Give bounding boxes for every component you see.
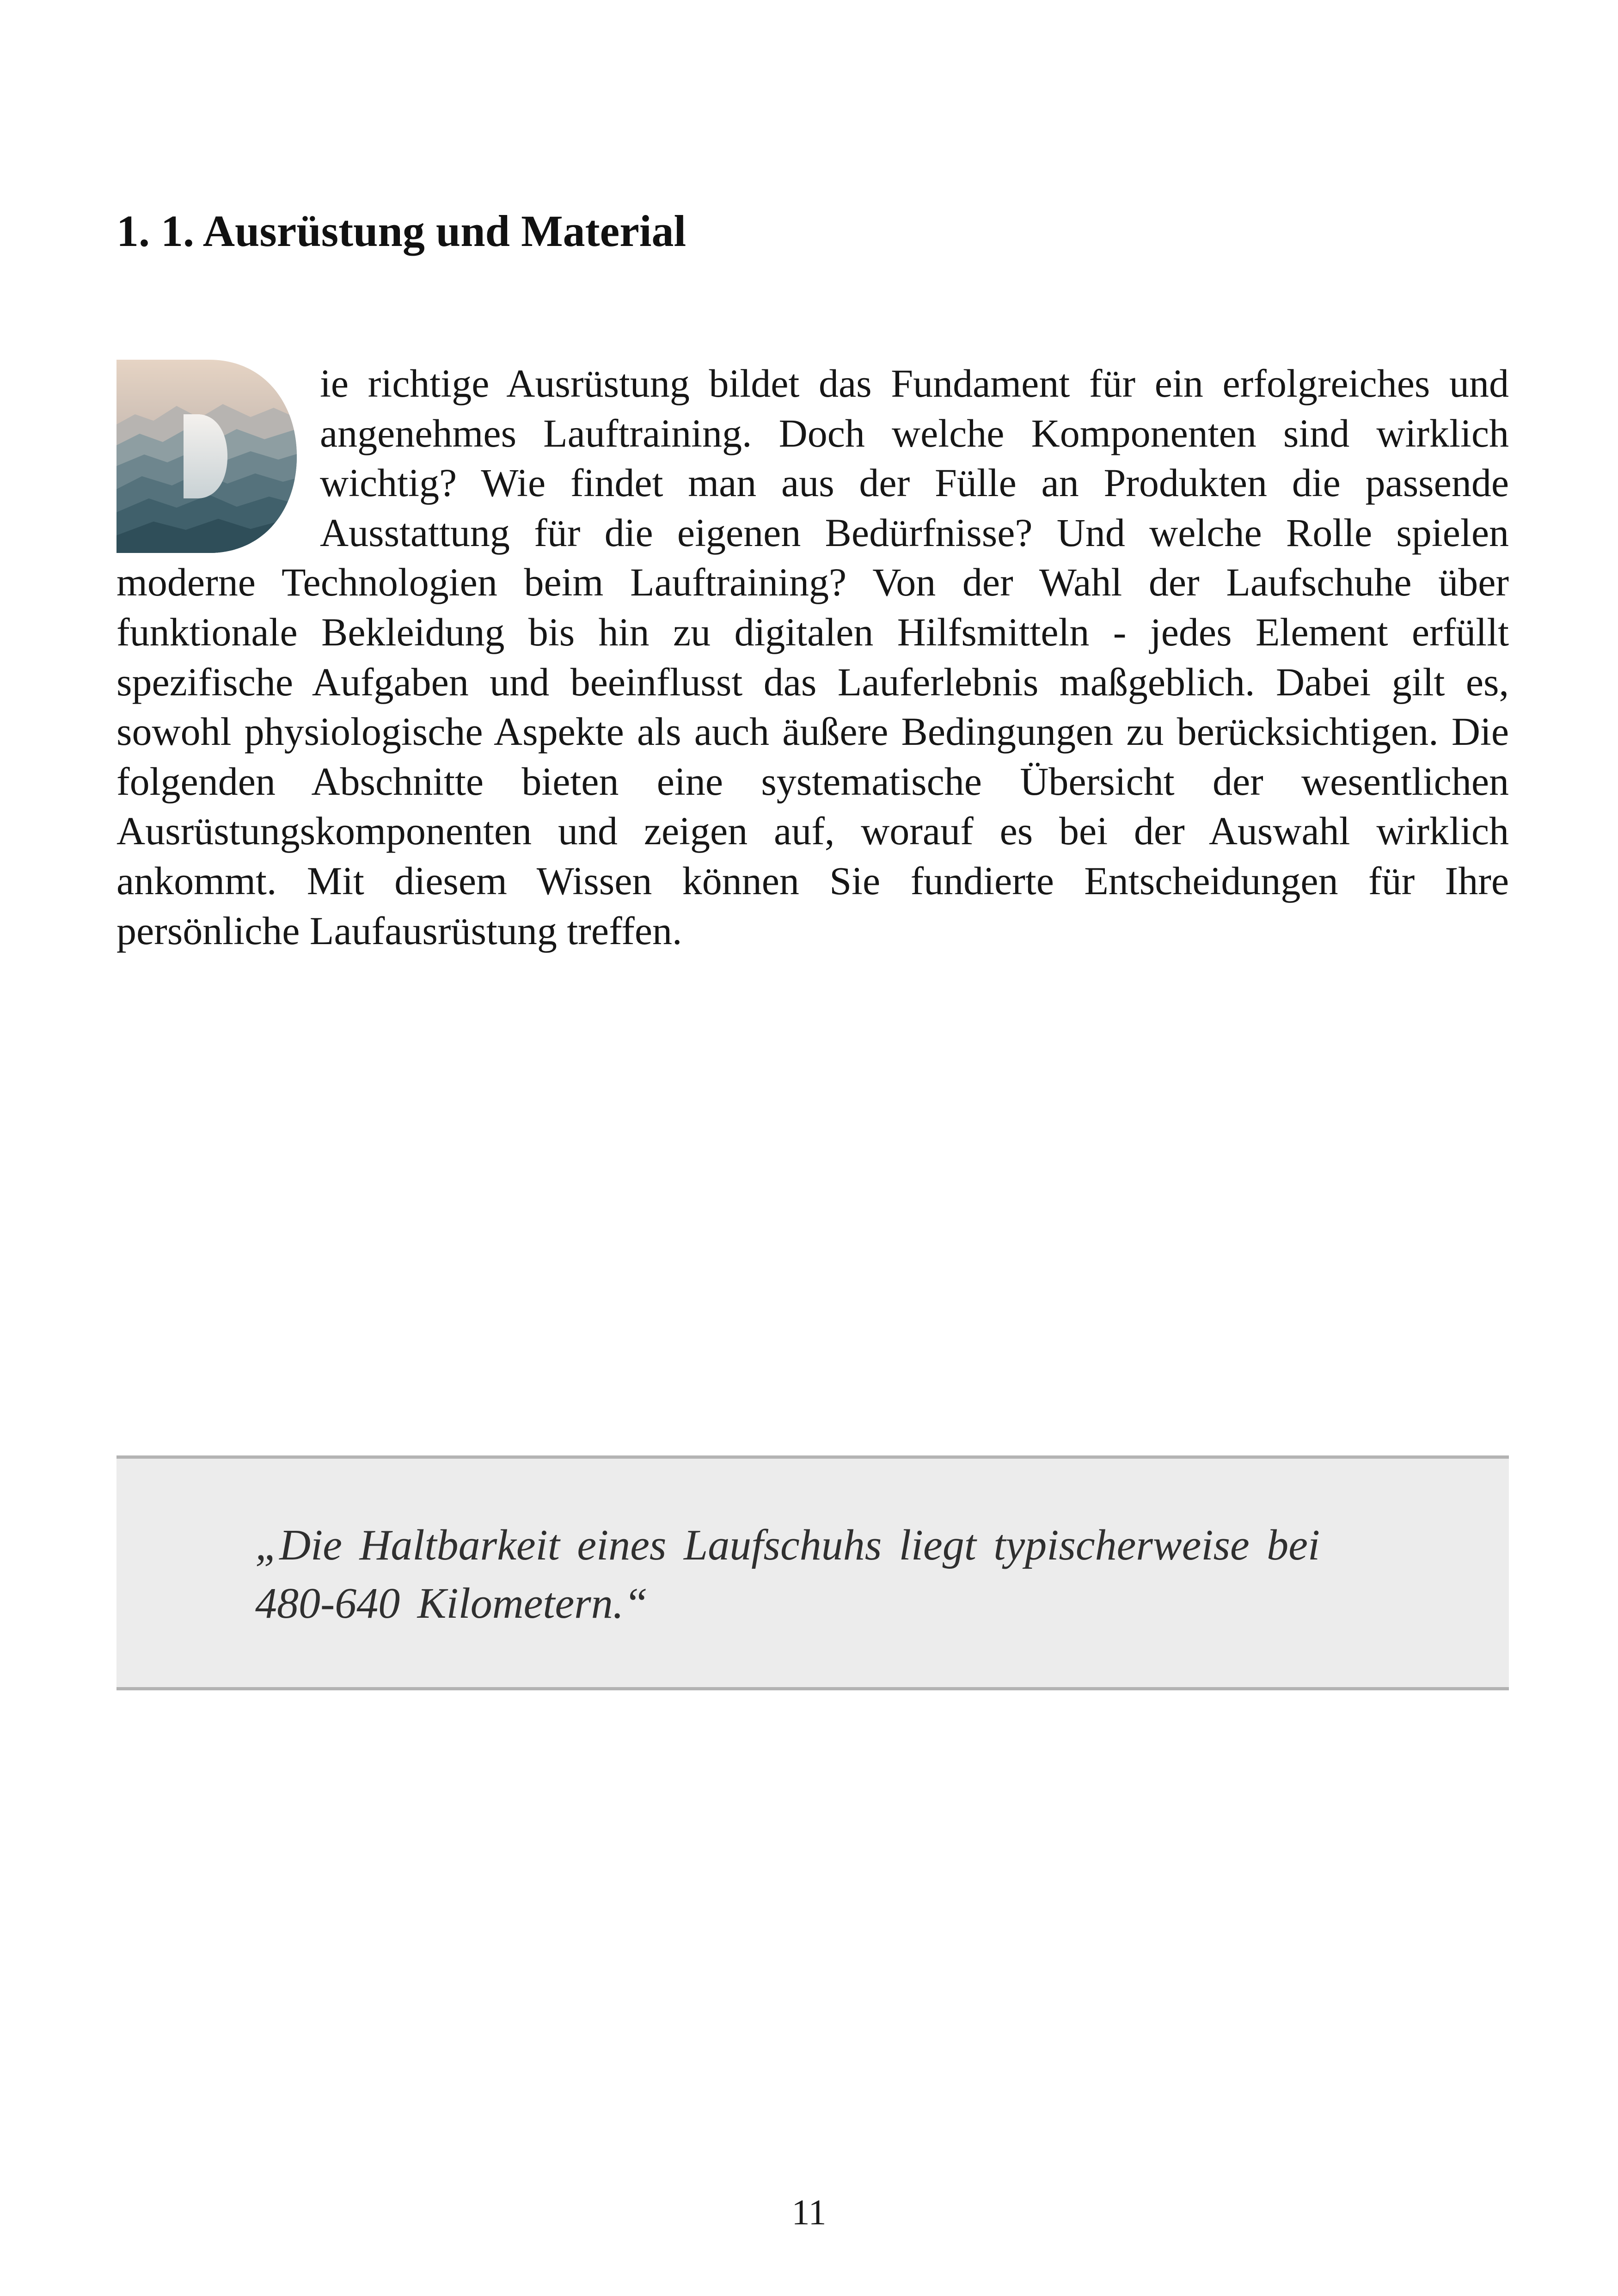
intro-paragraph xyxy=(116,359,1509,956)
intro-body-text: ie richtige Ausrüstung bildet das Fundament für ein erfolgreiches und angenehmes Lauftraining. Doch welche Komponenten sind wirklich wichtig? Wie findet man aus der Fülle an Produkten die passende Ausstattung für die eigenen Bedürfnisse? Und welche Rolle spielen moderne Technologien beim Lauftraining? Von der Wahl der Laufschuhe über funktionale Bekleidung bis hin zu digitalen Hilfsmitteln - jedes Element erfüllt spezifische Aufgaben und beeinflusst das Lauferlebnis maßgeblich. Dabei gilt es, sowohl physiologische Aspekte als auch äußere Bedingungen zu berücksichtigen. Die folgenden Abschnitte bieten eine systematische Übersicht der wesentlichen Ausrüstungskomponenten und zeigen auf, worauf es bei der Auswahl wirklich ankommt. Mit diesem Wissen können Sie fundierte Entscheidungen für Ihre persönliche Laufausrüstung treffen. xyxy=(116,361,1509,953)
drop-cap xyxy=(116,360,306,558)
drop-cap-letter-d-mountain-image xyxy=(116,360,297,553)
quote-text: „Die Haltbarkeit eines Laufschuhs liegt typischerweise bei 480-640 Kilometern.“ xyxy=(255,1521,1320,1627)
section-heading: 1. 1. Ausrüstung und Material xyxy=(116,206,686,256)
page-number: 11 xyxy=(791,2192,827,2232)
quote-callout xyxy=(116,1455,1509,1690)
